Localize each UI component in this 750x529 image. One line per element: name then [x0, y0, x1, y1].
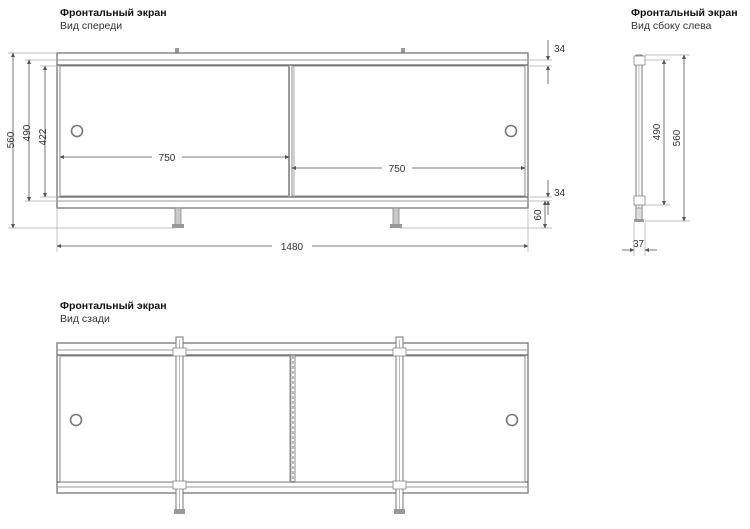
- dim-overall-width: 1480: [280, 242, 304, 253]
- side-view-subtitle: Вид сбоку слева: [631, 20, 712, 33]
- dim-frame-height: 490: [22, 124, 33, 142]
- dim-door-right: 750: [388, 164, 406, 175]
- front-view-subtitle: Вид спереди: [60, 20, 123, 33]
- back-door-left: [60, 356, 290, 482]
- front-door-left: [60, 66, 289, 196]
- handle-icon: [507, 415, 518, 426]
- handle-icon: [72, 126, 83, 137]
- dim-top-rail: 34: [554, 44, 566, 55]
- back-view-subtitle: Вид сзади: [60, 313, 110, 326]
- dim-panel-height: 422: [38, 128, 49, 146]
- back-view-title: Фронтальный экран: [60, 300, 167, 312]
- handle-icon: [506, 126, 517, 137]
- back-view-drawing: [57, 337, 528, 514]
- dim-overall-height: 560: [6, 131, 17, 149]
- front-door-right: [292, 66, 525, 196]
- front-view-drawing: [6, 40, 566, 253]
- front-view-title: Фронтальный экран: [60, 7, 167, 19]
- dim-bottom-rail: 34: [554, 188, 566, 199]
- back-door-right: [295, 356, 525, 482]
- side-view-title: Фронтальный экран: [631, 7, 738, 19]
- dim-foot-height: 60: [533, 209, 544, 221]
- side-dim-depth: 37: [633, 239, 645, 250]
- dim-door-left: 750: [158, 153, 176, 164]
- side-dim-frame-height: 490: [652, 123, 663, 141]
- handle-icon: [71, 415, 82, 426]
- side-dim-overall-height: 560: [672, 129, 683, 147]
- side-view-drawing: [622, 55, 690, 256]
